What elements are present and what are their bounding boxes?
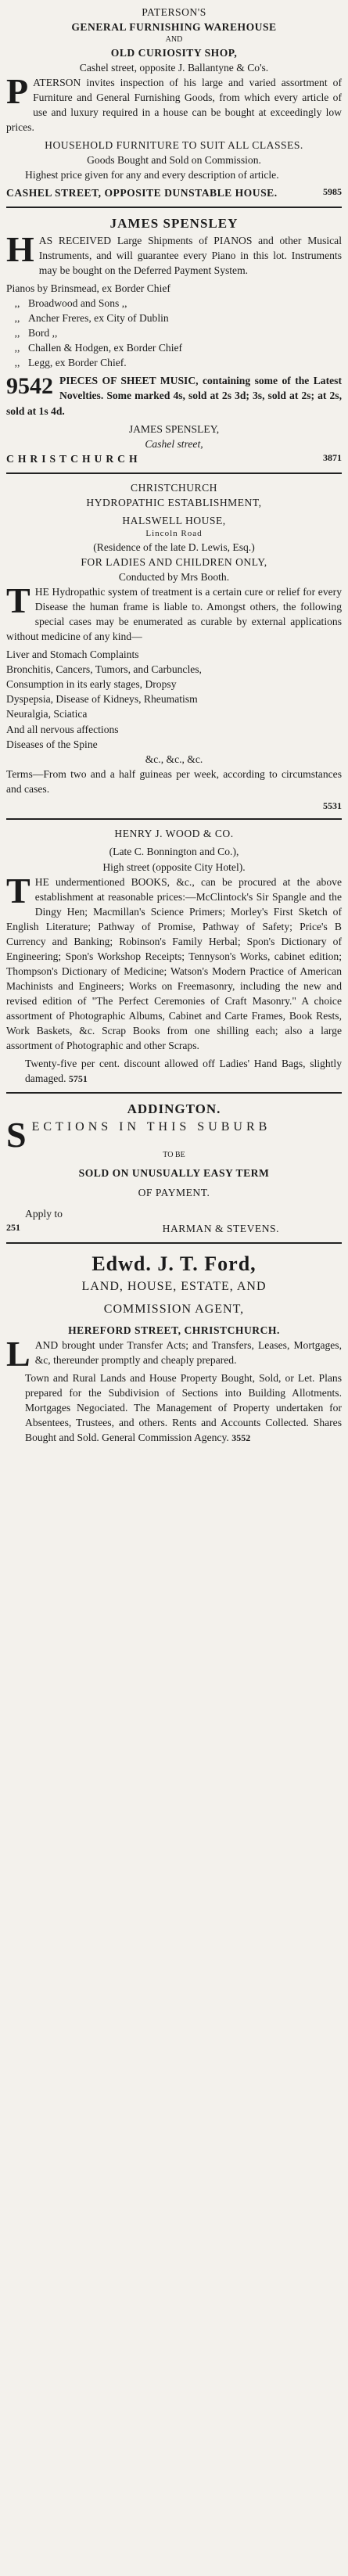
ad-body-text: HE Hydropathic system of treatment is a certain cure or relief for every Disease the human frame is liable to. Amongst others, the following special cases may be enumerated as curable by external applications without medicine of any kind— xyxy=(6,586,342,643)
piano-text: Legg, ex Border Chief. xyxy=(28,357,127,369)
list-item xyxy=(6,340,342,355)
city-name: CHRISTCHURCH xyxy=(6,452,142,465)
drop-cap: T xyxy=(6,580,30,621)
divider xyxy=(6,818,342,820)
discount-note xyxy=(6,1056,342,1086)
ad-title: HYDROPATHIC ESTABLISHMENT, xyxy=(86,496,262,508)
ad-subtitle: GENERAL FURNISHING WAREHOUSE xyxy=(71,21,277,34)
ad-line: Highest price given for any and every description of article. xyxy=(25,169,279,181)
ad-address: High street (opposite City Hotel). xyxy=(102,860,246,873)
ad-body xyxy=(6,870,342,1053)
to-be-text: TO BE xyxy=(163,1150,185,1159)
drop-cap: P xyxy=(6,71,29,112)
cures-list xyxy=(6,647,342,766)
ad-body-text: Town and Rural Lands and House Property Bought, Sold, or Let. Plans prepared for the Subdivision of Sections into Building Allotments. Mortgages Negociated. The Management of Property undertaken for Absentees, Trustees, and others. Rents and Accounts Collected. Shares Bought and Sold. General Commission Agency. xyxy=(25,1372,342,1444)
ad-subtitle-2: OLD CURIOSITY SHOP, xyxy=(110,47,238,59)
terms: Terms—From two and a half guineas per week, according to circumstances and cases. xyxy=(6,767,342,795)
ad-title: ADDINGTON. xyxy=(127,1101,221,1116)
and-text: AND xyxy=(165,35,183,45)
previous-name: (Late C. Bonnington and Co.), xyxy=(109,846,239,858)
piano-text: Pianos by Brinsmead, ex Border Chief xyxy=(6,282,170,295)
apply-line: Apply to xyxy=(25,1207,63,1220)
payment-line: OF PAYMENT. xyxy=(138,1186,210,1198)
ad-subtitle: LAND, HOUSE, ESTATE, AND xyxy=(81,1280,267,1294)
ad-body xyxy=(6,71,342,135)
ad-ford xyxy=(6,1250,342,1445)
drop-cap: S xyxy=(6,1114,27,1155)
ad-body-text: ATERSON invites inspection of his large and varied assortment of Furniture and General Furnishing Goods, from which every article of use and luxury required in a house can be bought at exceedingly low prices. xyxy=(6,77,342,134)
ad-heading: HOUSEHOLD FURNITURE TO SUIT ALL CLASSES. xyxy=(45,139,303,152)
ad-address: Cashel street, opposite J. Ballantyne & Co's. xyxy=(79,62,269,74)
conducted-by: Conducted by Mrs Booth. xyxy=(118,571,230,584)
list-item xyxy=(6,355,342,370)
list-item: Bronchitis, Cancers, Tumors, and Carbuncles, xyxy=(6,663,202,676)
ad-line: Goods Bought and Sold on Commission. xyxy=(87,154,261,167)
list-item: &c., &c., &c. xyxy=(145,753,203,765)
list-item xyxy=(6,296,342,311)
ad-number: 5751 xyxy=(68,1072,88,1084)
ad-body-text: HE undermentioned BOOKS, &c., can be procured at the above establishment at reasonable prices:—McClintock's Sir Spangle and the Dingy Hen; Macmillan's Science Primers; Morley's First Sketch of English Literature; Pathway of Promise, Pathway of Safety; Price's B Currency and Banking; Robinson's Family Herbal; Spon's Dictionary of Engineering; Spon's Workshop Receipts; Tennyson's Works, cabinet edition; Thompson's Dictionary of Medicine; Watson's Modern Practice of American Machinists and Engineers; Works on Freemasonry, including the new and revised edition of "The Perfect Ceremonies of Craft Masonry." A choice assortment of Photographic Albums, Cabinet and Carte Frames, Book Rests, Work Baskets, &c. Scrap Books from one shilling each; also a large assortment of Photographic and other Scraps. xyxy=(6,875,342,1051)
ad-body-text: ECTIONS IN THIS SUBURB xyxy=(31,1119,271,1134)
piano-text: Ancher Freres, ex City of Dublin xyxy=(28,312,169,325)
ad-addington xyxy=(6,1100,342,1236)
ditto-mark: ,, xyxy=(14,327,20,340)
ad-spensley xyxy=(6,214,342,465)
list-item: Liver and Stomach Complaints xyxy=(6,648,139,661)
drop-cap: H xyxy=(6,229,34,270)
ad-body xyxy=(6,1334,342,1374)
drop-cap: T xyxy=(6,870,30,911)
ditto-mark: ,, xyxy=(14,312,20,325)
divider xyxy=(6,207,342,208)
terms-line: SOLD ON UNUSUALLY EASY TERM xyxy=(78,1166,270,1179)
signature-street: Cashel street, xyxy=(145,437,203,450)
ad-number: 5531 xyxy=(323,799,342,811)
ad-title: PATERSON'S xyxy=(142,6,206,18)
ad-title: JAMES SPENSLEY xyxy=(109,216,239,232)
ad-number: 3871 xyxy=(323,451,342,463)
list-item: Dyspepsia, Disease of Kidneys, Rheumatism xyxy=(6,693,198,706)
ad-city: CHRISTCHURCH xyxy=(131,481,217,494)
ad-body xyxy=(6,229,342,278)
ditto-mark: ,, xyxy=(14,357,20,369)
list-item: Neuralgia, Sciatica xyxy=(6,708,88,720)
ad-footer-text: CASHEL STREET, OPPOSITE DUNSTABLE HOUSE. xyxy=(6,187,278,199)
list-item: Consumption in its early stages, Dropsy xyxy=(6,678,177,691)
piano-text: Challen & Hodgen, ex Border Chief xyxy=(28,342,183,354)
ad-number: 3552 xyxy=(231,1432,251,1444)
ad-address: HEREFORD STREET, CHRISTCHURCH. xyxy=(68,1324,280,1337)
music-paragraph xyxy=(6,373,342,418)
list-item xyxy=(6,281,342,296)
ad-body-text: AND brought under Transfer Acts; and Transfers, Leases, Mortgages, &c, thereunder promptly and cheaply prepared. xyxy=(34,1339,342,1367)
drop-cap: L xyxy=(6,1334,30,1374)
list-item xyxy=(6,311,342,325)
ad-footer xyxy=(6,185,342,200)
ad-footer xyxy=(6,451,342,466)
music-text: PIECES OF SHEET MUSIC, containing some of the Latest Novelties. Some marked 4s, sold at 2s 3d; 3s, sold at 2s; at 2s, sold at 1s 4d. xyxy=(6,375,342,417)
residence-note: (Residence of the late D. Lewis, Esq.) xyxy=(93,541,255,554)
ad-paterson xyxy=(6,5,342,200)
ditto-mark: ,, xyxy=(14,342,20,354)
list-item: Diseases of the Spine xyxy=(6,738,98,750)
ad-number: 251 xyxy=(6,1221,20,1233)
house-name: HALSWELL HOUSE, xyxy=(122,514,226,526)
list-item: And all nervous affections xyxy=(6,723,119,735)
signature: JAMES SPENSLEY, xyxy=(128,422,220,435)
road-name: Lincoln Road xyxy=(145,528,203,538)
ad-halswell xyxy=(6,480,342,813)
ditto-mark: ,, xyxy=(14,297,20,310)
piano-text: Bord ,, xyxy=(28,327,58,340)
discount-text: Twenty-five per cent. discount allowed off Ladies' Hand Bags, slightly damaged. xyxy=(25,1057,342,1084)
ad-title: Edwd. J. T. Ford, xyxy=(91,1252,257,1275)
ad-title: HENRY J. WOOD & CO. xyxy=(114,828,234,840)
ad-body-2 xyxy=(6,1371,342,1445)
ad-subtitle-2: COMMISSION AGENT, xyxy=(103,1302,245,1316)
piano-list xyxy=(6,281,342,370)
list-item xyxy=(6,325,342,340)
agent-name: HARMAN & STEVENS. xyxy=(162,1222,279,1234)
big-number: 9542 xyxy=(6,373,53,400)
divider xyxy=(6,1092,342,1094)
divider xyxy=(6,1242,342,1244)
ad-footer xyxy=(6,1221,342,1236)
ad-body xyxy=(6,580,342,644)
ad-body-text: AS RECEIVED Large Shipments of PIANOS and other Musical Instruments, and will guarantee every Piano in this lot. Instruments may be bought on the Deferred Payment System. xyxy=(38,235,342,277)
ad-number: 5985 xyxy=(323,186,342,198)
ad-wood xyxy=(6,826,342,1086)
divider xyxy=(6,472,342,474)
piano-text: Broadwood and Sons ,, xyxy=(28,297,127,310)
audience: FOR LADIES AND CHILDREN ONLY, xyxy=(81,556,267,569)
